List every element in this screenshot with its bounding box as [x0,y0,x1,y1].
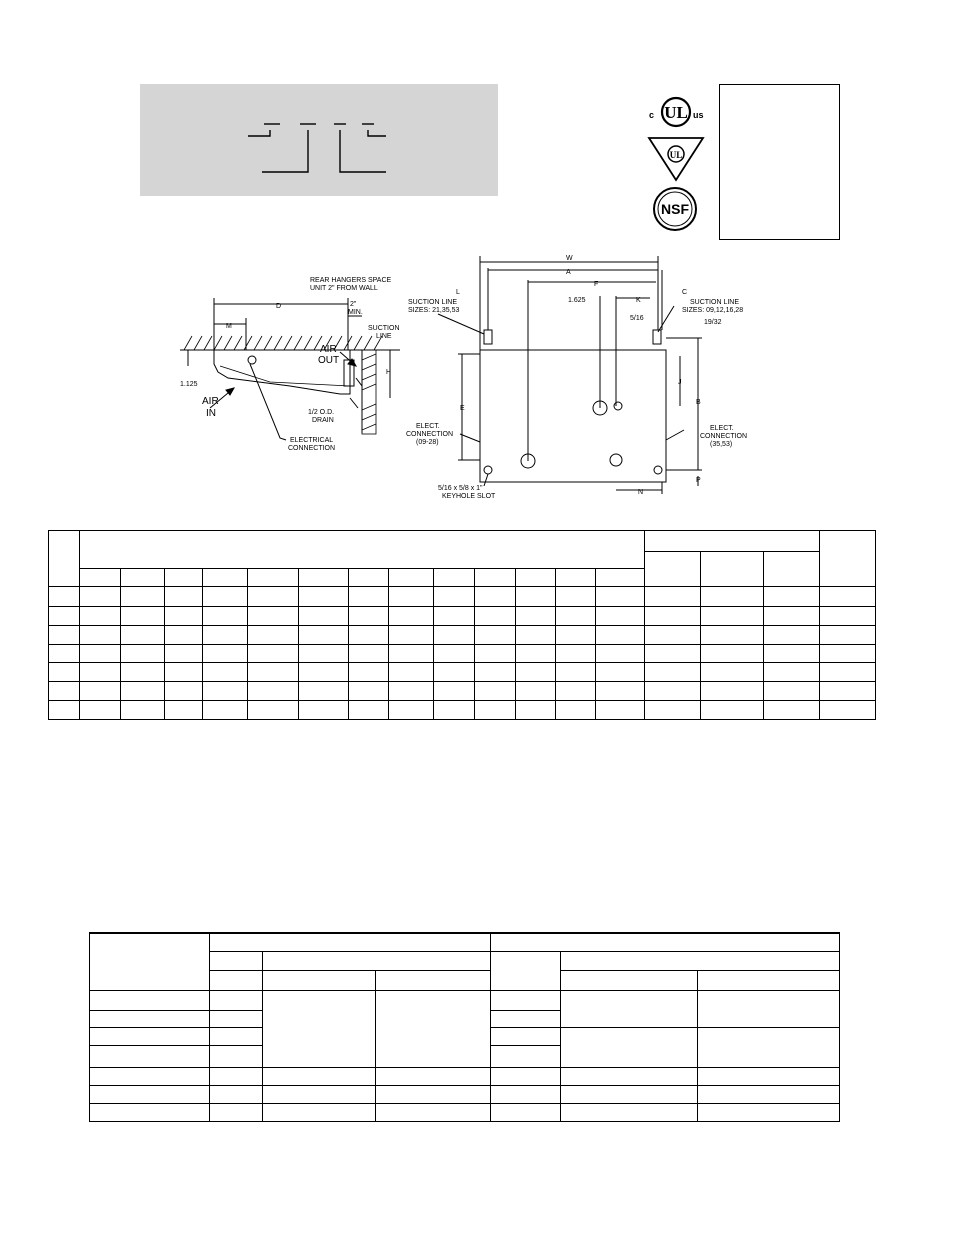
table-row [90,990,840,1010]
dim-p: P [696,477,701,484]
reference-box [719,84,840,240]
svg-text:UL: UL [664,103,688,122]
table-row [90,933,840,951]
label-air-in-2: IN [206,408,216,419]
table-row [49,701,876,720]
model-number-panel [140,84,498,196]
label-unit-from-wall: UNIT 2" FROM WALL [310,285,378,292]
label-elec-1: ELECTRICAL [290,437,334,444]
dim-n: N [638,489,644,496]
table-row [90,1085,840,1103]
keyhole-2: KEYHOLE SLOT [442,493,496,500]
label-drain-2: DRAIN [312,417,334,424]
table-row [49,663,876,682]
capacity-table [89,932,840,1122]
svg-text:NSF: NSF [661,201,689,217]
label-elec-2: CONNECTION [288,445,336,452]
suction-right-1: SUCTION LINE [690,299,740,306]
elect-right-3: (35,53) [710,441,733,448]
label-air-out-1: AIR [320,344,337,355]
label-drain-1: 1/2 O.D. [308,409,335,416]
dim-k: K [636,297,641,304]
table-row [49,626,876,645]
svg-text:UL: UL [669,150,683,160]
dim-h: H [386,369,392,376]
dim-f: F [594,281,599,288]
model-number-diagram [140,84,498,196]
suction-left-2: SIZES: 21,35,53 [408,307,460,314]
label-air-in-1: AIR [202,396,219,407]
dim-b: B [696,399,701,406]
label-air-out-2: OUT [318,355,340,366]
dim-w: W [566,255,573,262]
dim-1932: 19/32 [704,319,722,326]
label-line: LINE [376,333,392,340]
table-row [90,1067,840,1085]
elect-left-3: (09-28) [416,439,439,446]
dim-d: D [276,303,282,310]
dim-516: 5/16 [630,315,644,322]
dim-e: E [460,405,465,412]
dim-l: L [456,289,460,296]
rear-view-drawing [400,250,760,515]
ul-classified-logo [645,134,707,184]
dim-1625: 1.625 [568,297,586,304]
elect-left-2: CONNECTION [406,431,454,438]
suction-right-2: SIZES: 09,12,16,28 [682,307,744,314]
dim-a: A [566,269,571,276]
svg-text:c: c [649,110,655,120]
dim-min: MIN. [348,309,363,316]
table-row [49,607,876,626]
dim-2in: 2" [350,301,357,308]
dim-m: M [226,323,232,330]
elect-right-2: CONNECTION [700,433,748,440]
dim-c: C [682,289,688,296]
table-row [49,645,876,663]
table-row [49,531,876,552]
label-rear-hangers: REAR HANGERS SPACE [310,277,392,284]
table-row [90,1103,840,1121]
dimensions-table [48,530,876,720]
table-row [49,682,876,701]
elect-right-1: ELECT. [710,425,734,432]
label-suction: SUCTION [368,325,400,332]
elect-left-1: ELECT. [416,423,440,430]
table-row [49,587,876,607]
dim-j: J [678,379,682,386]
suction-left-1: SUCTION LINE [408,299,458,306]
nsf-logo [652,186,698,232]
keyhole-1: 5/16 x 5/8 x 1" [438,485,483,492]
dim-1125: 1.125 [180,381,198,388]
svg-text:us: us [693,110,704,120]
ul-listed-logo [643,88,709,134]
